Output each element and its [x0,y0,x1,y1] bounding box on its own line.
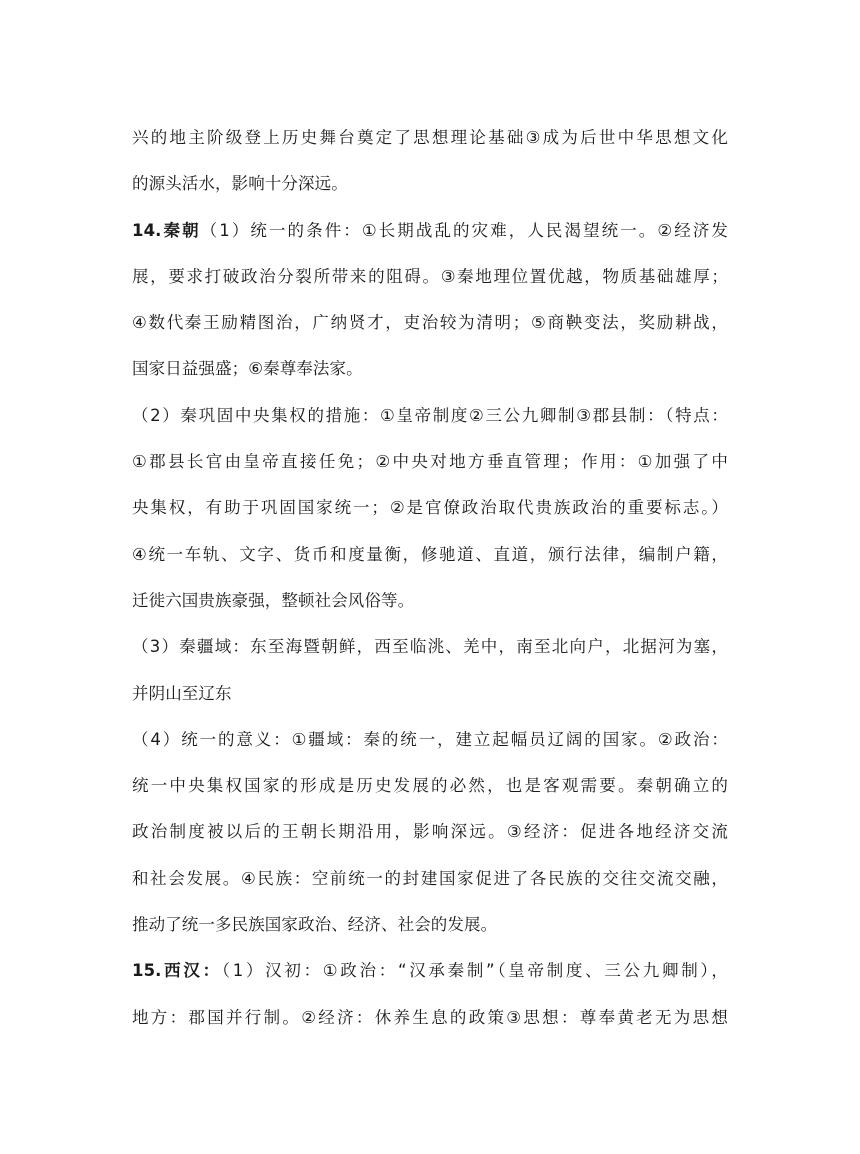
text-line [132,485,728,531]
section-heading: 14.秦朝 [132,220,201,240]
line-text: 政治制度被以后的王朝长期沿用，影响深远。③经济：促进各地经济交流 [132,822,728,842]
line-text: 兴的地主阶级登上历史舞台奠定了思想理论基础③成为后世中华思想文化 [132,128,728,147]
line-text: ④数代秦王励精图治，广纳贤才，吏治较为清明；⑤商鞅变法，奖励耕战， [132,313,728,333]
document-body [132,115,728,1041]
text-line [132,439,728,485]
line-text: 并阴山至辽东 [132,683,232,703]
section-heading: 15.西汉： [132,961,222,981]
text-line [132,995,728,1041]
line-text: 迁徙六国贵族豪强，整顿社会风俗等。 [132,590,415,610]
text-line [132,948,728,994]
text-line [132,393,728,439]
text-line [132,300,728,346]
text-line [132,624,728,670]
line-text: 地方：郡国并行制。②经济：休养生息的政策③思想：尊奉黄老无为思想 [132,1007,728,1027]
line-text: （1）汉初：①政治：“汉承秦制”（皇帝制度、三公九卿制）， [221,961,728,981]
text-line [132,902,728,948]
line-text: 统一中央集权国家的形成是历史发展的必然，也是客观需要。秦朝确立的 [132,776,728,796]
line-text: 和社会发展。④民族：空前统一的封建国家促进了各民族的交往交流交融， [132,868,728,888]
text-line [132,161,728,207]
line-text: （4）统一的意义：①疆域：秦的统一，建立起幅员辽阔的国家。②政治： [132,729,728,749]
text-line [132,763,728,809]
text-line [132,856,728,902]
line-text: ①郡县长官由皇帝直接任免；②中央对地方垂直管理；作用：①加强了中 [132,452,728,472]
line-text: （1）统一的条件：①长期战乱的灾难，人民渴望统一。②经济发 [200,220,729,240]
line-text: 的源头活水，影响十分深远。 [132,174,348,194]
line-text: 国家日益强盛；⑥秦尊奉法家。 [132,359,363,379]
text-line [132,208,728,254]
text-line [132,578,728,624]
text-line [132,809,728,855]
line-text: （2）秦巩固中央集权的措施：①皇帝制度②三公九卿制③郡县制：（特点： [132,405,728,425]
line-text: 推动了统一多民族国家政治、经济、社会的发展。 [132,915,498,935]
text-line [132,532,728,578]
line-text: ④统一车轨、文字、货币和度量衡，修驰道、直道，颁行法律，编制户籍， [132,544,728,564]
text-line [132,115,728,161]
text-line [132,254,728,300]
text-line [132,717,728,763]
line-text: 展，要求打破政治分裂所带来的阻碍。③秦地理位置优越，物质基础雄厚； [132,266,728,286]
line-text: （3）秦疆域：东至海暨朝鲜，西至临洮、羌中，南至北向户，北据河为塞， [132,637,728,657]
line-text: 央集权，有助于巩固国家统一；②是官僚政治取代贵族政治的重要标志。） [132,498,728,518]
text-line [132,346,728,392]
text-line [132,671,728,717]
